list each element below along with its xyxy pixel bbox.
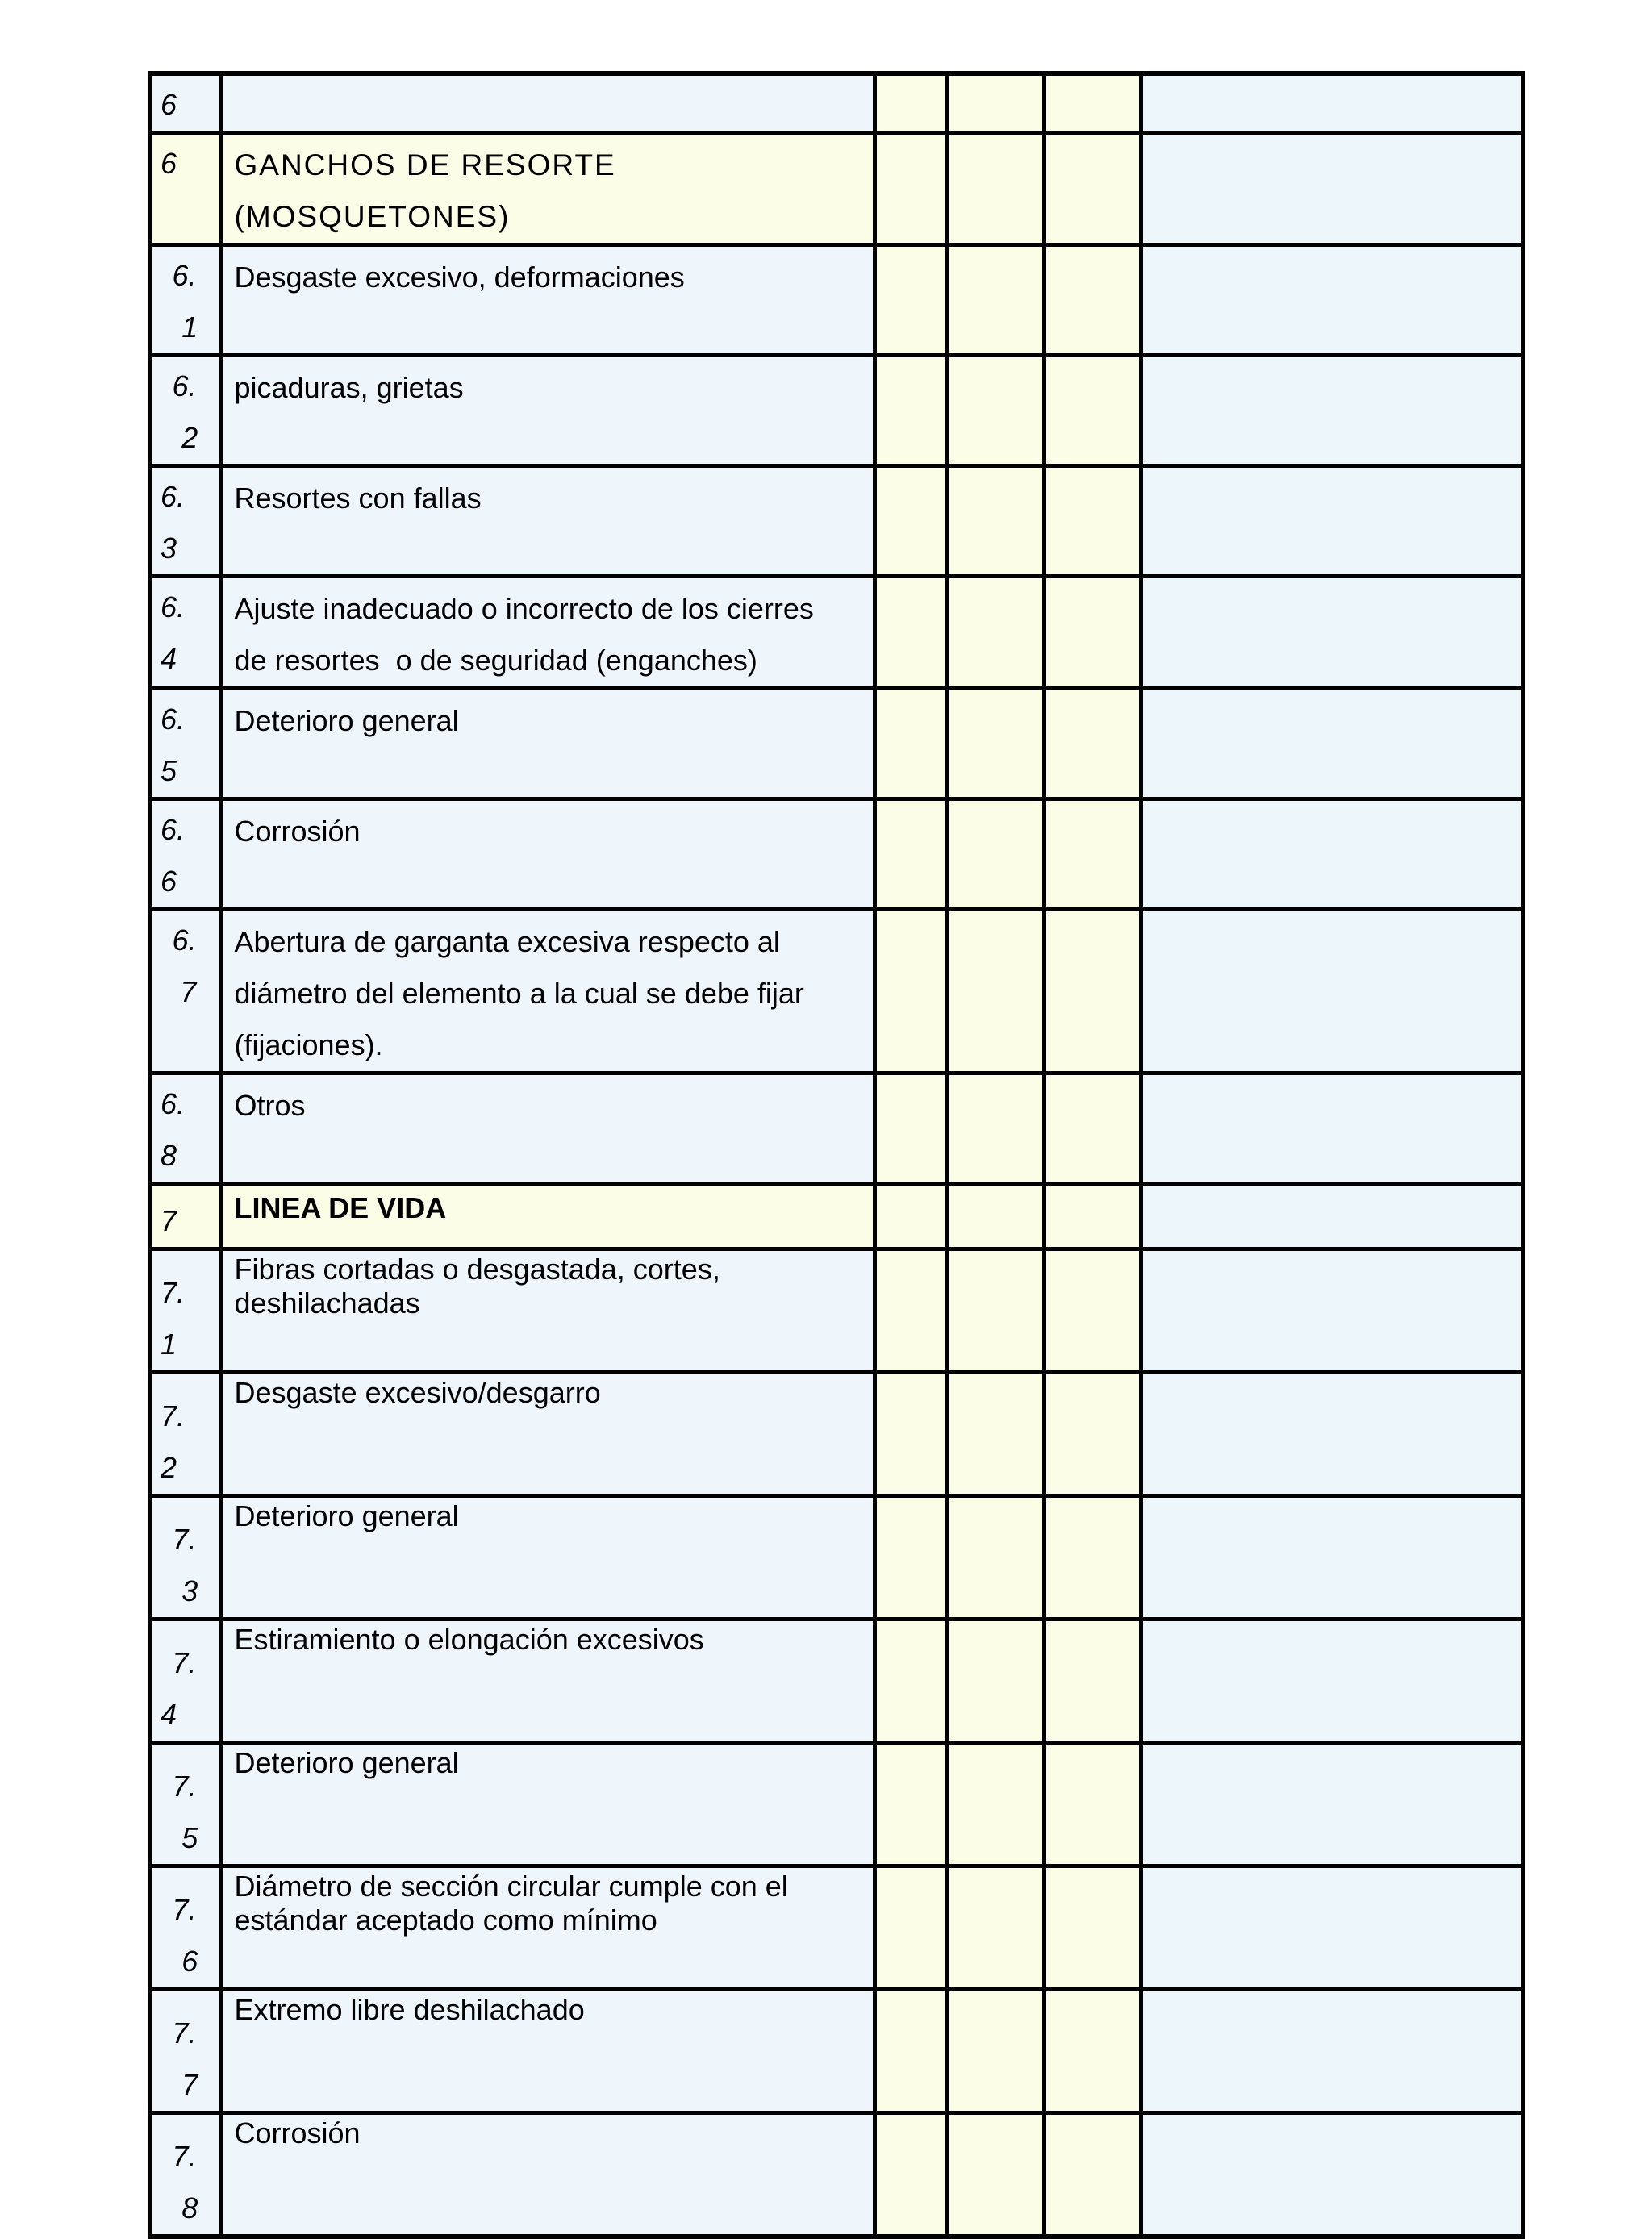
check-cell[interactable]	[947, 1074, 1044, 1184]
item-number-cell: 6. 2	[150, 356, 221, 466]
description-line: Abertura de garganta excesiva respecto al	[234, 925, 780, 958]
check-cell[interactable]	[1044, 577, 1141, 689]
check-cell[interactable]	[1044, 689, 1141, 799]
observations-cell[interactable]	[1141, 245, 1523, 356]
check-cell[interactable]	[947, 1620, 1044, 1743]
observations-cell[interactable]	[1141, 1184, 1523, 1249]
check-cell[interactable]	[874, 245, 947, 356]
observations-cell[interactable]	[1141, 1620, 1523, 1743]
item-description-cell	[221, 1249, 874, 1373]
table-row	[150, 910, 1523, 1074]
check-cell[interactable]	[874, 799, 947, 910]
observations-cell[interactable]	[1141, 2113, 1523, 2237]
item-number-cell: 7. 7	[150, 1990, 221, 2113]
item-number-cell: 6. 4	[150, 577, 221, 689]
item-description-cell	[221, 910, 874, 1074]
check-cell[interactable]	[874, 1496, 947, 1620]
check-cell[interactable]	[1044, 133, 1141, 245]
observations-cell[interactable]	[1141, 133, 1523, 245]
table-row	[150, 1496, 1523, 1620]
table-row	[150, 466, 1523, 577]
item-description-cell: Otros	[221, 1074, 874, 1184]
observations-cell[interactable]	[1141, 356, 1523, 466]
check-cell[interactable]	[1044, 356, 1141, 466]
item-description-cell: Desgaste excesivo/desgarro	[221, 1373, 874, 1496]
table-row	[150, 1866, 1523, 1990]
table-row	[150, 1249, 1523, 1373]
check-cell[interactable]	[947, 245, 1044, 356]
item-description-cell: Estiramiento o elongación excesivos	[221, 1620, 874, 1743]
check-cell[interactable]	[947, 799, 1044, 910]
item-number-cell: 7. 1	[150, 1249, 221, 1373]
check-cell[interactable]	[874, 133, 947, 245]
description-line: de resortes o de seguridad (enganches)	[234, 644, 757, 677]
check-cell[interactable]	[874, 577, 947, 689]
observations-cell[interactable]	[1141, 1990, 1523, 2113]
item-description-cell: Extremo libre deshilachado	[221, 1990, 874, 2113]
check-cell[interactable]	[874, 2113, 947, 2237]
observations-cell[interactable]	[1141, 73, 1523, 133]
description-line: Fibras cortadas o desgastada, cortes,	[234, 1253, 720, 1286]
check-cell[interactable]	[1044, 799, 1141, 910]
item-number-cell: 7. 4	[150, 1620, 221, 1743]
observations-cell[interactable]	[1141, 689, 1523, 799]
check-cell[interactable]	[1044, 1496, 1141, 1620]
check-cell[interactable]	[947, 1866, 1044, 1990]
item-description-cell: Desgaste excesivo, deformaciones	[221, 245, 874, 356]
check-cell[interactable]	[1044, 1866, 1141, 1990]
item-number-cell: 6	[150, 73, 221, 133]
item-description-cell: Deterioro general	[221, 1743, 874, 1866]
item-number-cell: 7. 2	[150, 1373, 221, 1496]
section-title-cell	[221, 133, 874, 245]
table-row	[150, 1373, 1523, 1496]
item-number-cell: 7. 6	[150, 1866, 221, 1990]
item-number-cell: 7. 8	[150, 2113, 221, 2237]
observations-cell[interactable]	[1141, 910, 1523, 1074]
check-cell[interactable]	[874, 1866, 947, 1990]
description-line: diámetro del elemento a la cual se debe fijar	[234, 977, 804, 1010]
check-cell[interactable]	[947, 689, 1044, 799]
check-cell[interactable]	[1044, 1074, 1141, 1184]
table-row	[150, 1990, 1523, 2113]
check-cell[interactable]	[1044, 910, 1141, 1074]
section-title-line: (MOSQUETONES)	[234, 200, 511, 233]
item-description-cell: Deterioro general	[221, 1496, 874, 1620]
check-cell[interactable]	[1044, 245, 1141, 356]
item-description-cell	[221, 73, 874, 133]
observations-cell[interactable]	[1141, 1074, 1523, 1184]
table-row	[150, 689, 1523, 799]
check-cell[interactable]	[947, 1184, 1044, 1249]
observations-cell[interactable]	[1141, 1743, 1523, 1866]
check-cell[interactable]	[874, 1373, 947, 1496]
check-cell[interactable]	[947, 1373, 1044, 1496]
check-cell[interactable]	[1044, 1373, 1141, 1496]
section-title-cell: LINEA DE VIDA	[221, 1184, 874, 1249]
item-description-cell: Deterioro general	[221, 689, 874, 799]
item-number-cell: 6. 8	[150, 1074, 221, 1184]
check-cell[interactable]	[1044, 73, 1141, 133]
check-cell[interactable]	[874, 1990, 947, 2113]
section-title-line: GANCHOS DE RESORTE	[234, 148, 616, 181]
table-row	[150, 356, 1523, 466]
check-cell[interactable]	[874, 466, 947, 577]
check-cell[interactable]	[1044, 1184, 1141, 1249]
table-row	[150, 799, 1523, 910]
table-row	[150, 73, 1523, 133]
item-number-cell: 6. 1	[150, 245, 221, 356]
inspection-table	[148, 71, 1525, 2239]
check-cell[interactable]	[1044, 1620, 1141, 1743]
table-row	[150, 1620, 1523, 1743]
table-row	[150, 577, 1523, 689]
description-line: Ajuste inadecuado o incorrecto de los cierres	[234, 592, 814, 625]
check-cell[interactable]	[874, 73, 947, 133]
check-cell[interactable]	[947, 356, 1044, 466]
check-cell[interactable]	[947, 910, 1044, 1074]
description-line: (fijaciones).	[234, 1028, 383, 1061]
item-description-cell	[221, 1866, 874, 1990]
item-description-cell: Corrosión	[221, 2113, 874, 2237]
observations-cell[interactable]	[1141, 1866, 1523, 1990]
check-cell[interactable]	[874, 1249, 947, 1373]
check-cell[interactable]	[1044, 1990, 1141, 2113]
check-cell[interactable]	[947, 1743, 1044, 1866]
item-description-cell: Resortes con fallas	[221, 466, 874, 577]
check-cell[interactable]	[947, 577, 1044, 689]
table-row	[150, 245, 1523, 356]
item-number-cell: 6. 7	[150, 910, 221, 1074]
item-number-cell: 6. 6	[150, 799, 221, 910]
description-line: deshilachadas	[234, 1286, 420, 1320]
check-cell[interactable]	[947, 1496, 1044, 1620]
observations-cell[interactable]	[1141, 1249, 1523, 1373]
section-number-cell: 6	[150, 133, 221, 245]
item-number-cell: 7. 5	[150, 1743, 221, 1866]
check-cell[interactable]	[874, 910, 947, 1074]
check-cell[interactable]	[947, 133, 1044, 245]
item-number-cell: 6. 5	[150, 689, 221, 799]
check-cell[interactable]	[874, 1074, 947, 1184]
description-line: Diámetro de sección circular cumple con el	[234, 1870, 788, 1903]
section-number-cell: 7	[150, 1184, 221, 1249]
table-row	[150, 1743, 1523, 1866]
observations-cell[interactable]	[1141, 1496, 1523, 1620]
item-description-cell: Corrosión	[221, 799, 874, 910]
item-description-cell	[221, 577, 874, 689]
check-cell[interactable]	[874, 1184, 947, 1249]
check-cell[interactable]	[947, 2113, 1044, 2237]
description-line: estándar aceptado como mínimo	[234, 1903, 657, 1937]
table-row	[150, 2113, 1523, 2237]
check-cell[interactable]	[874, 356, 947, 466]
check-cell[interactable]	[1044, 2113, 1141, 2237]
section-row	[150, 1184, 1523, 1249]
check-cell[interactable]	[1044, 1743, 1141, 1866]
observations-cell[interactable]	[1141, 466, 1523, 577]
item-description-cell: picaduras, grietas	[221, 356, 874, 466]
check-cell[interactable]	[947, 73, 1044, 133]
check-cell[interactable]	[947, 466, 1044, 577]
item-number-cell: 7. 3	[150, 1496, 221, 1620]
check-cell[interactable]	[947, 1990, 1044, 2113]
table-row	[150, 1074, 1523, 1184]
section-row	[150, 133, 1523, 245]
check-cell[interactable]	[1044, 466, 1141, 577]
check-cell[interactable]	[1044, 1249, 1141, 1373]
observations-cell[interactable]	[1141, 1373, 1523, 1496]
check-cell[interactable]	[874, 1743, 947, 1866]
item-number-cell: 6. 3	[150, 466, 221, 577]
check-cell[interactable]	[874, 689, 947, 799]
observations-cell[interactable]	[1141, 799, 1523, 910]
check-cell[interactable]	[947, 1249, 1044, 1373]
observations-cell[interactable]	[1141, 577, 1523, 689]
check-cell[interactable]	[874, 1620, 947, 1743]
